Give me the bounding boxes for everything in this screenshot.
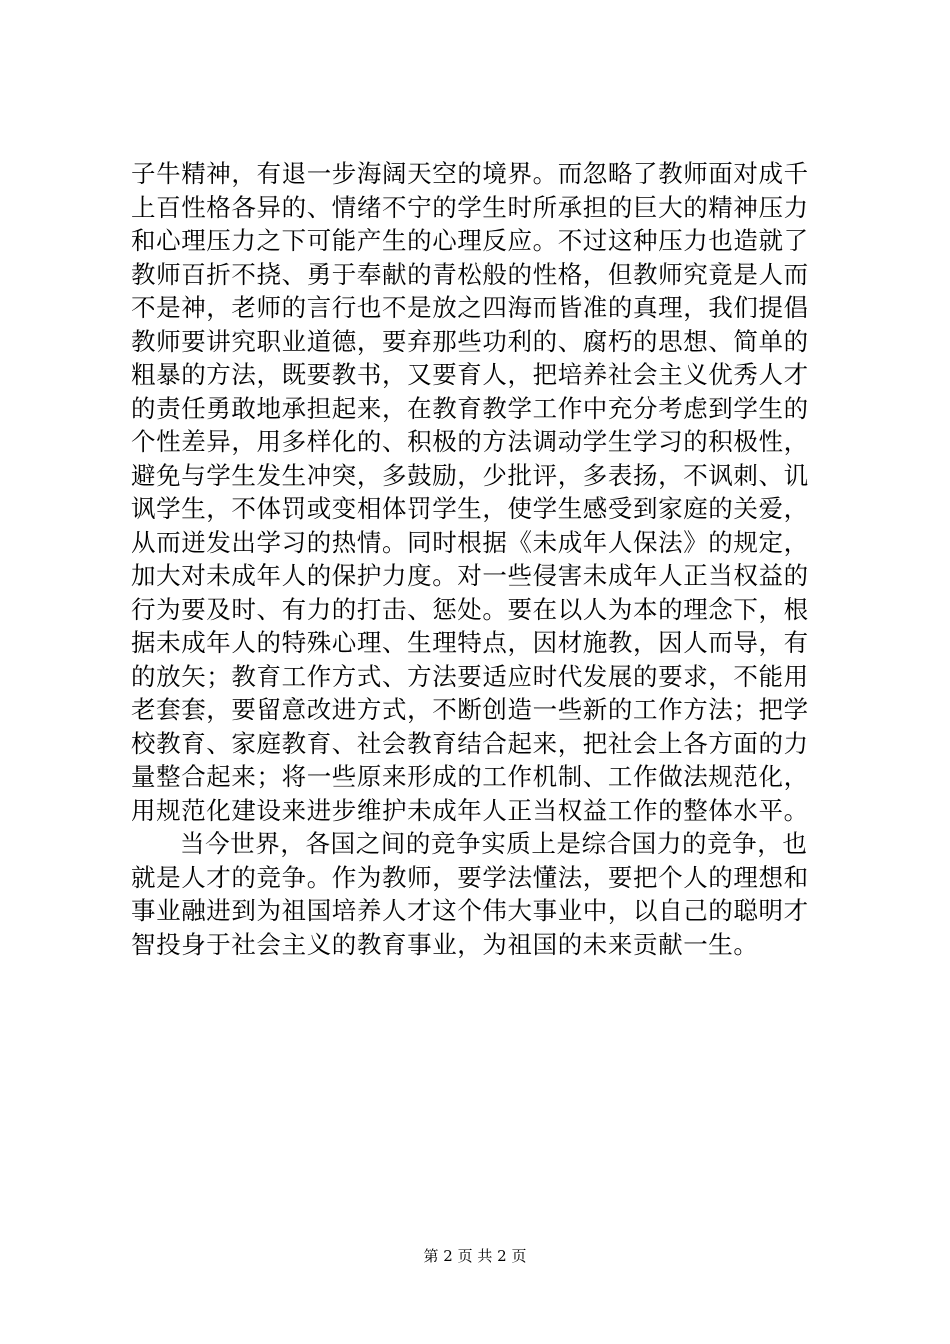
text-line: 不是神，老师的言行也不是放之四海而皆准的真理，我们提倡 — [131, 293, 809, 322]
text-line: 事业融进到为祖国培养人才这个伟大事业中，以自己的聪明才 — [131, 896, 809, 925]
text-line: 老套套，要留意改进方式，不断创造一些新的工作方法；把学 — [131, 695, 809, 724]
text-line: 校教育、家庭教育、社会教育结合起来，把社会上各方面的力 — [131, 728, 809, 758]
text-line: 就是人才的竞争。作为教师，要学法懂法，要把个人的理想和 — [131, 862, 809, 892]
text-line: 据未成年人的特殊心理、生理特点，因材施教，因人而导，有 — [131, 628, 809, 657]
paragraph-start-line: 当今世界，各国之间的竞争实质上是综合国力的竞争，也 — [180, 829, 808, 858]
text-line: 教师要讲究职业道德，要弃那些功利的、腐朽的思想、简单的 — [131, 326, 809, 356]
text-line: 子牛精神，有退一步海阔天空的境界。而忽略了教师面对成千 — [131, 159, 809, 188]
text-line: 和心理压力之下可能产生的心理反应。不过这种压力也造就了 — [131, 226, 809, 255]
body-text — [131, 157, 821, 961]
text-line: 加大对未成年人的保护力度。对一些侵害未成年人正当权益的 — [131, 561, 809, 590]
text-line: 量整合起来；将一些原来形成的工作机制、工作做法规范化， — [131, 762, 809, 791]
text-line: 避免与学生发生冲突，多鼓励，少批评，多表扬，不讽刺、讥 — [131, 460, 809, 490]
text-line: 的放矢；教育工作方式、方法要适应时代发展的要求，不能用 — [131, 661, 809, 691]
text-line: 教师百折不挠、勇于奉献的青松般的性格，但教师究竟是人而 — [131, 259, 809, 289]
text-line: 粗暴的方法，既要教书，又要育人，把培养社会主义优秀人才 — [131, 360, 809, 389]
text-line: 的责任勇敢地承担起来，在教育教学工作中充分考虑到学生的 — [131, 393, 809, 423]
text-line: 智投身于社会主义的教育事业，为祖国的未来贡献一生。 — [131, 929, 759, 959]
text-line: 从而迸发出学习的热情。同时根据《未成年人保法》的规定， — [131, 527, 809, 557]
text-line: 个性差异，用多样化的、积极的方法调动学生学习的积极性， — [131, 427, 809, 456]
text-line: 用规范化建设来进步维护未成年人正当权益工作的整体水平。 — [131, 795, 809, 825]
page-footer — [0, 1246, 950, 1266]
page-number: 第 2 页 共 2 页 — [423, 1247, 527, 1265]
text-line: 上百性格各异的、情绪不宁的学生时所承担的巨大的精神压力 — [131, 192, 809, 222]
text-line: 行为要及时、有力的打击、惩处。要在以人为本的理念下，根 — [131, 594, 809, 624]
text-line: 讽学生，不体罚或变相体罚学生，使学生感受到家庭的关爱， — [131, 494, 809, 523]
